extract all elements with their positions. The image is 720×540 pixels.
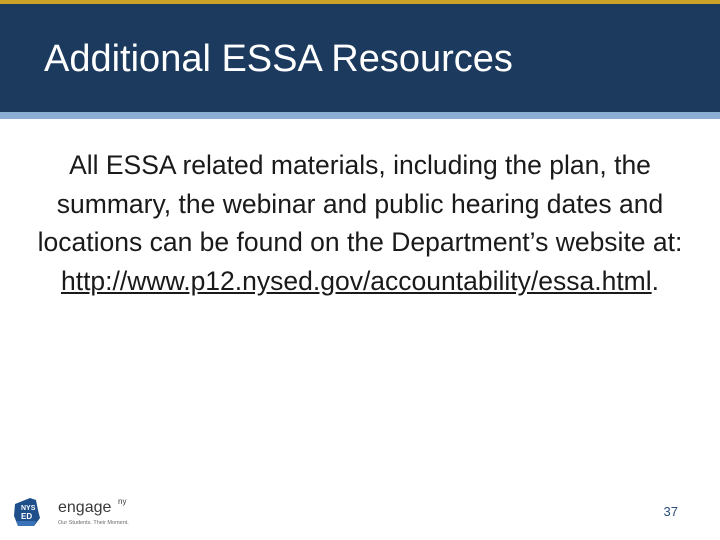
logo-state-text: NYS [21,505,36,512]
brand-superscript: ny [118,497,127,506]
essa-website-link[interactable]: http://www.p12.nysed.gov/accountability/essa.html [60,265,652,296]
slide-body [34,146,686,300]
title-bar-top-accent [0,0,720,4]
trailing-period: . [651,265,660,296]
title-bar [0,0,720,112]
title-bar-bottom-accent [0,112,720,119]
page-number: 37 [663,504,678,519]
slide-title: Additional ESSA Resources [44,38,513,80]
engageny-logo [12,494,142,530]
logo-ed-text: ED [21,512,33,521]
brand-tagline: Our Students. Their Moment. [58,520,129,526]
nys-ed-logo-icon [14,498,40,526]
body-text: All ESSA related materials, including the plan, the summary, the webinar and public hearing dates and locations can be found on the Department’s website at: [37,150,683,257]
brand-text: engage [58,499,112,516]
